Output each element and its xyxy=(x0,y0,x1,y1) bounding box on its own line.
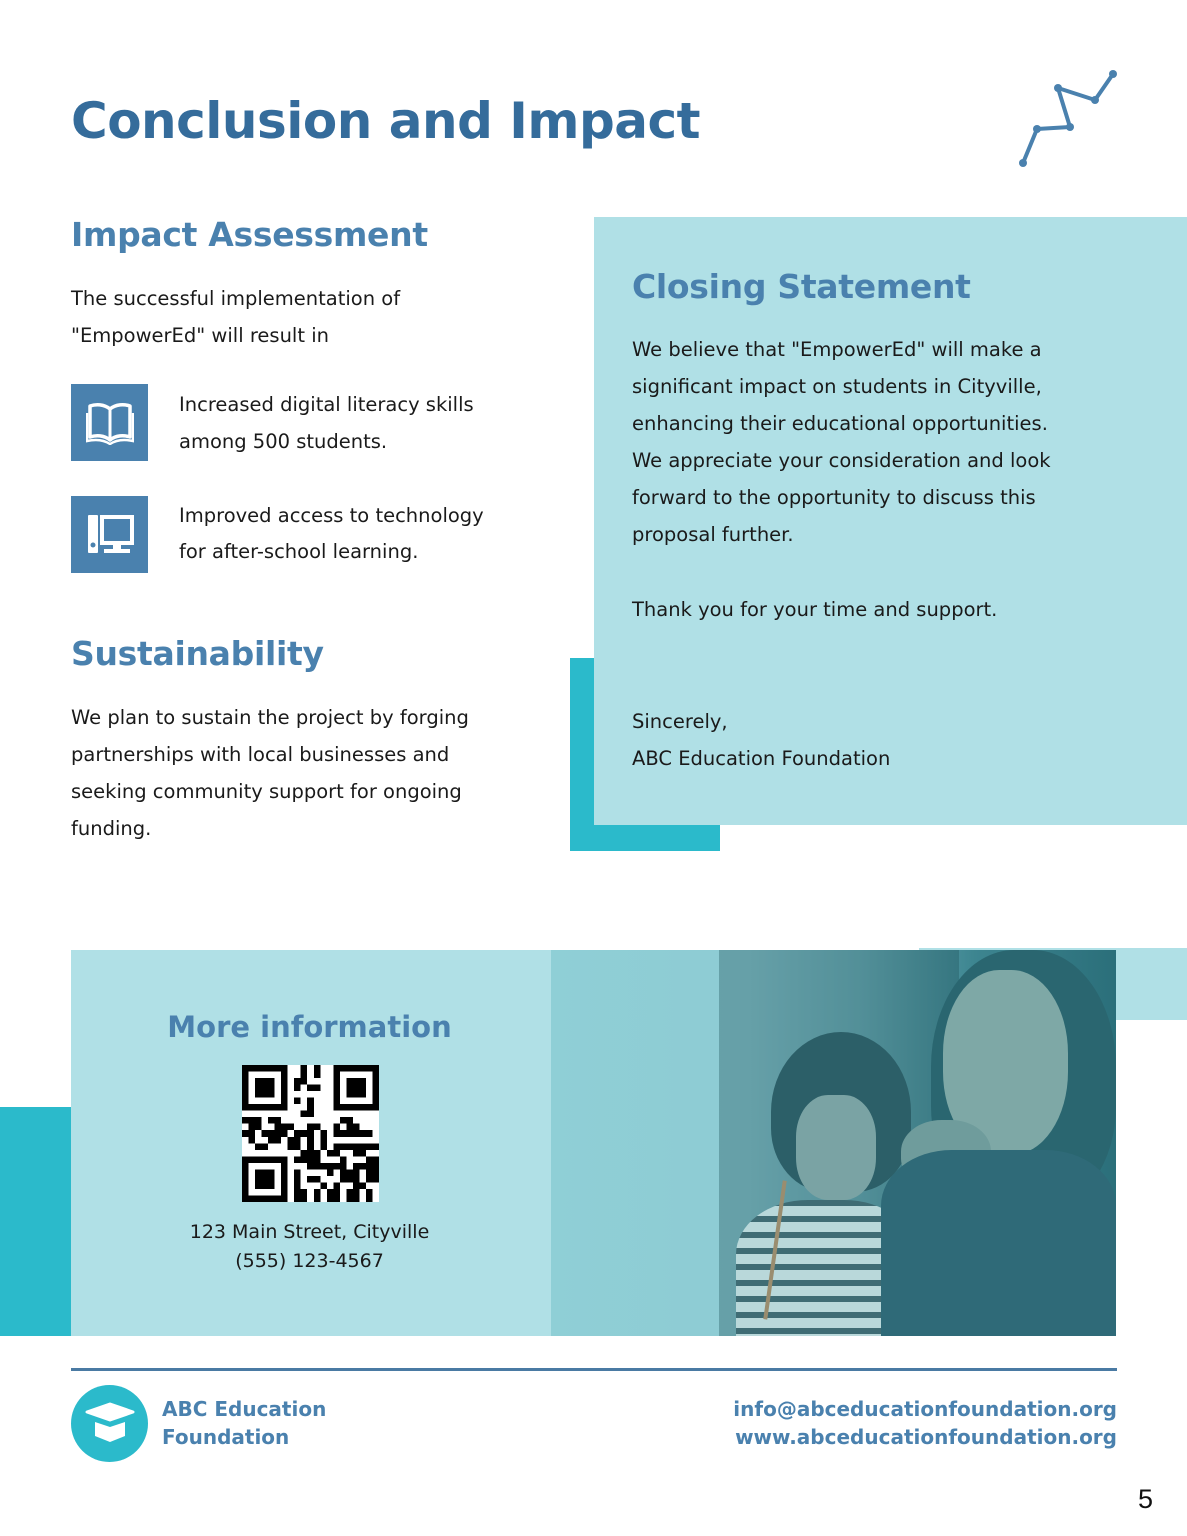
text-line: enhancing their educational opportunities. xyxy=(632,412,1048,435)
text-line: We plan to sustain the project by forging xyxy=(71,706,469,729)
impact-intro-line: The successful implementation of xyxy=(71,287,401,310)
footer-org-name xyxy=(162,1395,326,1451)
impact-item-line: Increased digital literacy skills xyxy=(179,393,474,416)
impact-intro-line: "EmpowerEd" will result in xyxy=(71,324,329,347)
email-link[interactable]: info@abceducationfoundation.org xyxy=(733,1397,1117,1421)
page-title: Conclusion and Impact xyxy=(71,92,701,150)
closing-text xyxy=(632,331,1051,553)
impact-item-line: Improved access to technology xyxy=(179,504,484,527)
signature: ABC Education Foundation xyxy=(632,747,891,770)
footer-divider xyxy=(71,1368,1117,1371)
impact-item-text xyxy=(179,386,474,460)
impact-heading: Impact Assessment xyxy=(71,215,428,254)
book-icon xyxy=(71,384,148,461)
sustainability-heading: Sustainability xyxy=(71,634,324,673)
org-name-line: ABC Education xyxy=(162,1397,327,1421)
website-link[interactable]: www.abceducationfoundation.org xyxy=(735,1425,1117,1449)
accent-block xyxy=(0,1107,71,1336)
text-line: partnerships with local businesses and xyxy=(71,743,450,766)
more-info-heading: More information xyxy=(167,1010,452,1044)
closing-thanks: Thank you for your time and support. xyxy=(632,598,998,621)
footer-contact xyxy=(733,1395,1117,1451)
text-line: seeking community support for ongoing xyxy=(71,780,462,803)
impact-item-text xyxy=(179,498,484,570)
address: 123 Main Street, Cityville xyxy=(189,1221,430,1243)
closing-signoff xyxy=(632,703,890,777)
text-line: forward to the opportunity to discuss this xyxy=(632,486,1036,509)
impact-intro xyxy=(71,280,400,354)
text-line: significant impact on students in Cityville, xyxy=(632,375,1042,398)
text-line: We believe that "EmpowerEd" will make a xyxy=(632,338,1042,361)
phone-number: (555) 123-4567 xyxy=(235,1250,384,1272)
impact-item xyxy=(71,496,148,573)
line-chart-icon xyxy=(1015,68,1119,168)
closing-statement-panel xyxy=(594,217,1187,825)
signoff: Sincerely, xyxy=(632,710,728,733)
impact-item-line: among 500 students. xyxy=(179,430,388,453)
impact-item-line: for after-school learning. xyxy=(179,540,419,563)
qr-code-icon[interactable] xyxy=(242,1065,379,1202)
photo-children-learning xyxy=(551,950,1116,1336)
sustainability-text xyxy=(71,699,469,847)
org-name-line: Foundation xyxy=(162,1425,290,1449)
page-number: 5 xyxy=(1137,1484,1153,1514)
computer-icon xyxy=(71,496,148,573)
impact-item xyxy=(71,384,148,461)
graduation-cap-icon xyxy=(71,1385,148,1462)
text-line: We appreciate your consideration and look xyxy=(632,449,1051,472)
more-info-panel xyxy=(71,950,551,1336)
text-line: proposal further. xyxy=(632,523,794,546)
closing-heading: Closing Statement xyxy=(632,267,971,306)
contact-info xyxy=(71,1218,548,1276)
text-line: funding. xyxy=(71,817,152,840)
